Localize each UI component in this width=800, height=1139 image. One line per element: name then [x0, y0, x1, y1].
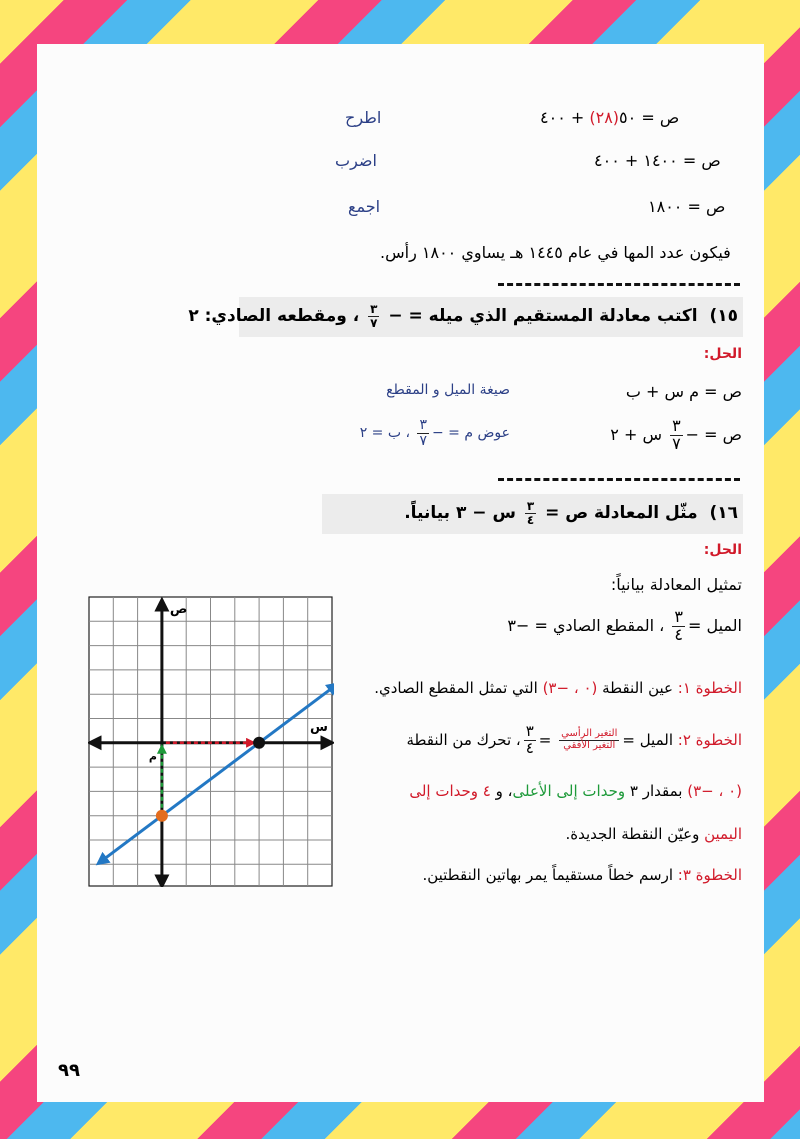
separator-line-2 — [498, 478, 740, 481]
step-row-3-label: اجمع — [348, 197, 381, 216]
y-intercept-point — [156, 810, 168, 822]
question-16-slope-fraction: $\frac{٣}{٤}$ — [526, 499, 535, 527]
q16-slope-fraction: $\frac{٣}{٤}$ — [674, 607, 683, 644]
question-15-number: ١٥) — [709, 306, 738, 327]
question-16-text: ١٦) مثّل المعادلة ص = $\frac{٣}{٤}$ س − ٣ بيانياً. — [404, 499, 738, 527]
question-15-text: ١٥) اكتب معادلة المستقيم الذي ميله = − $\frac{٣}{٧}$ ، ومقطعه الصادي: ٢ — [188, 302, 738, 330]
q15-line1-equation: ص = م س + ب — [625, 382, 742, 401]
q16-intro: تمثيل المعادلة بيانياً: — [610, 575, 742, 594]
origin-label: م — [148, 749, 157, 763]
conclusion-text: فيكون عدد المها في عام ١٤٤٥ هـ يساوي ١٨٠٠ رأس. — [380, 243, 731, 262]
question-15-slope-fraction: $\frac{٣}{٧}$ — [370, 302, 378, 330]
second-point — [253, 737, 265, 749]
q16-slope-line: الميل = $\frac{٣}{٤}$ ، المقطع الصادي = −٣ — [507, 607, 742, 644]
question-16-number: ١٦) — [709, 503, 738, 524]
q16-step2-fraction: $\frac{٣}{٤}$ — [525, 722, 534, 757]
q16-step2-line3: اليمين وعيّن النقطة الجديدة. — [565, 825, 742, 843]
step-row-1-label: اطرح — [345, 108, 382, 127]
q16-solution-label: الحل: — [703, 542, 742, 558]
step-row-2-label: اضرب — [335, 151, 377, 170]
step-row-1-equation: ص = ٥٠(٢٨) + ٤٠٠ — [540, 108, 680, 127]
x-axis-label: س — [310, 719, 328, 735]
q15-line2-equation: ص = − $\frac{٣}{٧}$ س + ٢ — [610, 416, 742, 453]
step-row-3-equation: ص = ١٨٠٠ — [648, 197, 726, 216]
step-row-2-equation: ص = ١٤٠٠ + ٤٠٠ — [594, 151, 721, 170]
q15-line2-label-fraction: $\frac{٣}{٧}$ — [419, 417, 427, 449]
q15-solution-label: الحل: — [703, 346, 742, 362]
separator-line-1 — [498, 283, 740, 286]
page-number: ٩٩ — [58, 1060, 80, 1081]
q16-step2-line2: (٠ ، −٣) بمقدار ٣ وحدات إلى الأعلى، و ٤ وحدات إلى — [409, 782, 742, 800]
y-axis-label: ص — [169, 602, 188, 617]
q15-line2-fraction: $\frac{٣}{٧}$ — [672, 416, 681, 453]
q16-step1: الخطوة ١: عين النقطة (٠ ، −٣) التي تمثل المقطع الصادي. — [374, 679, 742, 697]
q15-line1-label: صيغة الميل و المقطع — [386, 382, 510, 398]
q15-line2-label: عوض م = − $\frac{٣}{٧}$ ، ب = ٢ — [359, 417, 510, 449]
q16-step3: الخطوة ٣: ارسم خطاً مستقيماً يمر بهاتين النقطتين. — [422, 866, 742, 884]
q16-rise-run-fraction: $\frac{\text{التغير الرأسي}}{\text{التغير الأفقي}}$ — [561, 728, 618, 751]
q16-step2-line1: الخطوة ٢: الميل = $\frac{\text{التغير الرأسي}}{\text{التغير الأفقي}}$ = $\frac{٣}{٤}$ ، تحرك من النقطة — [406, 722, 742, 757]
coordinate-graph — [88, 596, 334, 887]
